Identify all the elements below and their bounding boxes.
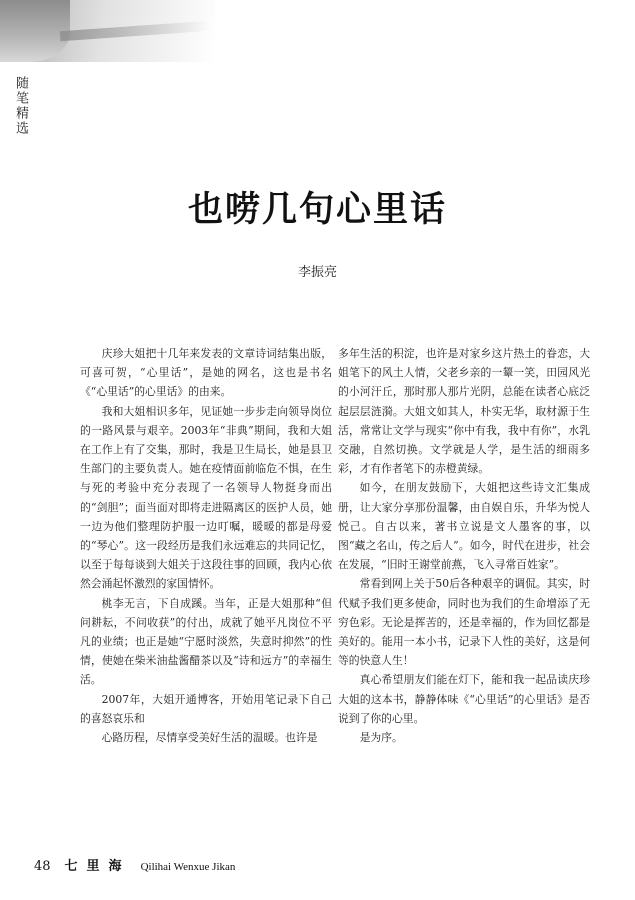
page-footer — [34, 855, 235, 874]
paragraph: 庆珍大姐把十几年来发表的文章诗词结集出版，可喜可贺，“心里话”，是她的网名，这也是书名《“心里话”的心里话》的由来。 — [80, 347, 332, 399]
magazine-name: 七里海 — [64, 859, 131, 874]
paragraph: 如今，在朋友鼓励下，大姐把这些诗文汇集成册，让大家分享那份温馨，由自娱自乐，升华为悦人悦己。自古以来，著书立说是文人墨客的事，以图“藏之名山，传之后人”。如今，时代在进步，社会在发展，“旧时王谢堂前燕，飞入寻常百姓家”。 — [338, 481, 590, 572]
article-title: 也唠几句心里话 — [187, 190, 447, 230]
paragraph: 多年生活的积淀，也许是对家乡这片热土的眷恋，大姐笔下的风土人情，父老乡亲的一颦一笑，田园风光的小河汗丘，那时那人那片光阴，总能在读者心底泛起层层涟漪。大姐文如其人，朴实无华，取材源于生活，常常让文学与现实“你中有我，我中有你”，水乳交融，自然切换。文学就是人学，是生活的细雨多彩，才有作者笔下的赤橙黄绿。 — [338, 347, 590, 476]
paragraph: 是为序。 — [359, 731, 403, 745]
paragraph: 桃李无言，下自成蹊。当年，正是大姐那种“但问耕耘，不问收获”的付出，成就了她平凡岗位不平凡的业绩；也正是她“宁愿时淡然，失意时抑然”的性情，使她在柴米油盐酱醋茶以及“诗和远方”的幸福生活。 — [80, 596, 332, 687]
magazine-name-english: Qilihai Wenxue Jikan — [140, 861, 236, 873]
paragraph: 心路历程，尽情享受美好生活的温暖。也许是 — [101, 731, 318, 745]
paragraph: 真心希望朋友们能在灯下，能和我一起品读庆珍大姐的这本书，静静体味《“心里话”的心里话》是否说到了你的心里。 — [338, 673, 590, 725]
paragraph: 2007年，大姐开通博客，开始用笔记录下自己的喜怒哀乐和 — [80, 692, 332, 725]
article-author: 李振亮 — [297, 265, 337, 280]
paragraph: 常看到网上关于50后各种艰辛的调侃。其实，时代赋予我们更多使命，同时也为我们的生命增添了无穷色彩。无论是挥苦的，还是幸福的，作为回忆都是美好的。能用一本小书，记录下人性的美好，这是何等的快意人生！ — [338, 577, 590, 668]
paragraph: 我和大姐相识多年，见证她一步步走向领导岗位的一路风景与艰辛。2003年“非典”期间，我和大姐在工作上有了交集，那时，我是卫生局长，她是县卫生部门的主要负责人。她在疫情面前临危不惧，在生与死的考验中充分表现了一名领导人物挺身而出的“剑胆”；面当面对即将走进隔离区的医护人员，她一边为他们整理防护服一边叮嘱，暖暖的都是母爱的“琴心”。这一段经历是我们永远难忘的共同记忆，以至于每每谈到大姐关于这段往事的回顾，我内心依然会涌起怀激烈的家国情怀。 — [80, 404, 332, 591]
section-label: 随笔精选 — [13, 76, 28, 136]
corner-decoration-image — [0, 0, 215, 62]
left-column — [80, 344, 332, 747]
page-number: 48 — [34, 859, 51, 874]
right-column — [338, 344, 590, 747]
